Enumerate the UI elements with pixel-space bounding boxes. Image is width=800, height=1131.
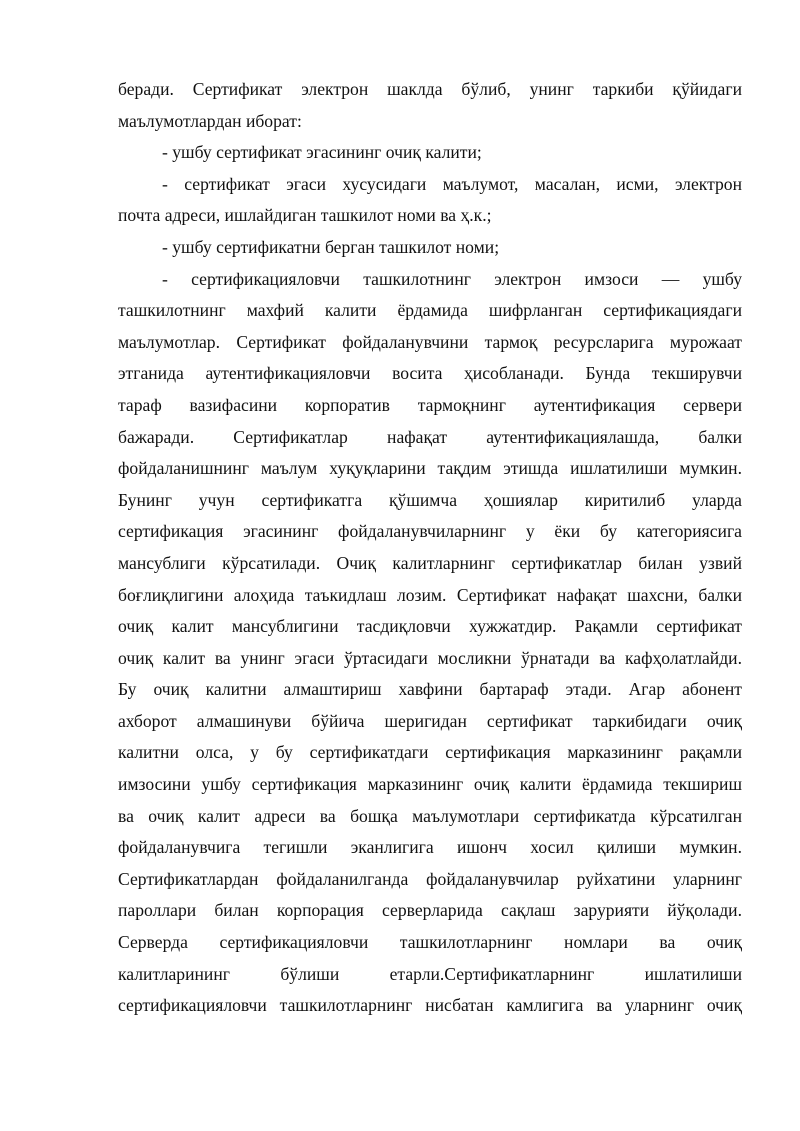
text-line: почта адреси, ишлайдиган ташкилот номи ва ҳ.к.; bbox=[118, 205, 492, 226]
text-line: сертификацияловчи ташкилотларнинг нисбатан камлигига ва уларнинг очиқ bbox=[118, 995, 742, 1016]
text-line: фойдаланишнинг маълум хуқуқларини тақдим этишда ишлатилиши мумкин. bbox=[118, 458, 742, 479]
text-line: ахборот алмашинуви бўйича шеригидан сертификат таркибидаги очиқ bbox=[118, 710, 742, 731]
text-line: - сертификат эгаси хусусидаги маълумот, масалан, исми, электрон bbox=[162, 173, 742, 194]
text-line: тараф вазифасини корпоратив тармоқнинг аутентификация сервери bbox=[118, 394, 742, 415]
text-line: калитларининг бўлиши етарли.Сертификатларнинг ишлатилиши bbox=[118, 963, 742, 984]
text-line: беради. Сертификат электрон шаклда бўлиб, унинг таркиби қўйидаги bbox=[118, 79, 742, 99]
text-line: очиқ калит ва унинг эгаси ўртасидаги мосликни ўрнатади ва кафҳолатлайди. bbox=[118, 647, 742, 668]
text-line: пароллари билан корпорация серверларида сақлаш зарурияти йўқолади. bbox=[118, 900, 742, 921]
text-line: имзосини ушбу сертификация марказининг очиқ калити ёрдамида текшириш bbox=[118, 774, 742, 795]
text-line: мансублиги кўрсатилади. Очиқ калитларнинг сертификатлар билан узвий bbox=[118, 552, 742, 573]
text-line: Серверда сертификацияловчи ташкилотларнинг номлари ва очиқ bbox=[118, 932, 742, 953]
text-line: боғлиқлигини алоҳида таъкидлаш лозим. Сертификат нафақат шахсни, балки bbox=[118, 584, 742, 605]
text-line: очиқ калит мансублигини тасдиқловчи хужжатдир. Рақамли сертификат bbox=[118, 616, 742, 637]
text-line: ташкилотнинг махфий калити ёрдамида шифрланган сертификациядаги bbox=[118, 300, 742, 321]
text-line: калитни олса, у бу сертификатдаги сертификация марказининг рақамли bbox=[118, 742, 742, 763]
text-line: Сертификатлардан фойдаланилганда фойдаланувчилар руйхатини уларнинг bbox=[118, 868, 742, 889]
text-line: ва очиқ калит адреси ва бошқа маълумотлари сертификатда кўрсатилган bbox=[118, 805, 742, 826]
text-line: - ушбу сертификат эгасининг очиқ калити; bbox=[162, 142, 482, 163]
text-line: бажаради. Сертификатлар нафақат аутентификациялашда, балки bbox=[118, 426, 742, 447]
body-text bbox=[118, 74, 742, 1022]
text-line: Бунинг учун сертификатга қўшимча ҳошиялар киритилиб уларда bbox=[118, 489, 742, 510]
text-line: маълумотлардан иборат: bbox=[118, 110, 302, 131]
text-line: сертификация эгасининг фойдаланувчиларнинг у ёки бу категориясига bbox=[118, 521, 742, 542]
text-line: - ушбу сертификатни берган ташкилот номи; bbox=[162, 236, 500, 257]
text-line: Бу очиқ калитни алмаштириш хавфини бартараф этади. Агар абонент bbox=[118, 679, 742, 700]
text-line: фойдаланувчига тегишли эканлигига ишонч хосил қилиши мумкин. bbox=[118, 837, 742, 858]
text-line: маълумотлар. Сертификат фойдаланувчини тармоқ ресурсларига мурожаат bbox=[118, 331, 742, 352]
text-line: этганида аутентификацияловчи восита ҳисобланади. Бунда текширувчи bbox=[118, 363, 742, 384]
text-line: - сертификацияловчи ташкилотнинг электрон имзоси — ушбу bbox=[162, 268, 742, 289]
